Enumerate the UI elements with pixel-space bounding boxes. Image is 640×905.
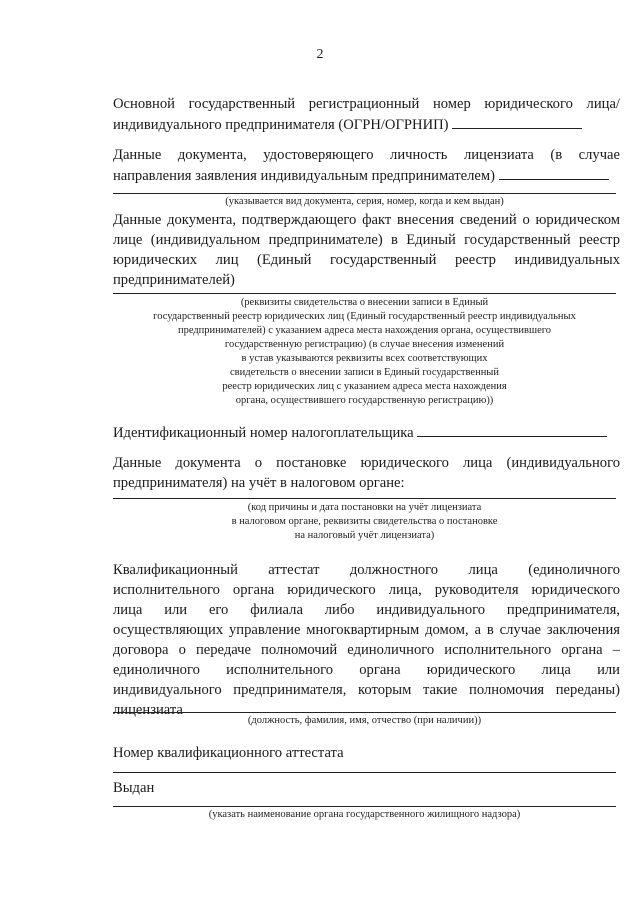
- qual-line-4: осуществляющих управление многоквартирным домом, а в случае заключения: [113, 622, 620, 638]
- cert-label: Номер квалификационного аттестата: [113, 745, 344, 761]
- issued-caption: (указать наименование органа государственного жилищного надзора): [208, 809, 521, 820]
- qual-line-2: исполнительного органа юридического лица, руководителя юридического: [113, 582, 620, 598]
- id-doc-caption: (указывается вид документа, серия, номер, когда и кем выдан): [225, 196, 504, 207]
- qual-line-6: единоличного исполнительного органа юридического лица или: [113, 662, 620, 678]
- issued-input-line[interactable]: [113, 806, 616, 807]
- tax-input-line[interactable]: [113, 498, 616, 499]
- id-doc-section: [113, 145, 620, 185]
- qual-line-7: индивидуального предпринимателя, которым такие полномочия переданы): [113, 682, 620, 698]
- qual-line-5: договора о передаче полномочий единоличного исполнительного органа –: [113, 642, 620, 658]
- tax-caption: (код причины и дата постановки на учёт лицензиата в налоговом органе, реквизиты свидетельства о постановке на налоговый учёт лицензиата): [231, 502, 498, 541]
- page-number: 2: [316, 47, 324, 62]
- ogrn-input-line[interactable]: [452, 114, 582, 129]
- egr-label-line4: предпринимателей): [113, 272, 235, 288]
- qual-section: [113, 560, 620, 720]
- tax-label-line1: Данные документа о постановке юридического лица (индивидуального: [113, 455, 620, 471]
- qual-line-3: лица или его филиала либо индивидуального предпринимателя,: [113, 602, 620, 618]
- qual-caption: (должность, фамилия, имя, отчество (при наличии)): [247, 715, 482, 726]
- ogrn-section: [113, 94, 620, 134]
- id-doc-input-line[interactable]: [113, 193, 616, 194]
- egr-caption: (реквизиты свидетельства о внесении записи в Единый государственный реестр юридических лиц (Единый государственный реестр индивидуальных предпринимателей) с указанием адреса места нахождения органа, осуществившего государственную регистрацию) (в случае внесения изменений в устав указываются реквизиты всех соответствующих свидетельств о внесении записи в Единый государственный реестр юридических лиц с указанием адреса места нахождения органа, осуществившего государственную регистрацию)): [153, 297, 576, 406]
- egr-label-line3: юридических лиц (Единый государственный реестр индивидуальных: [113, 252, 620, 268]
- cert-input-line[interactable]: [113, 772, 616, 773]
- egr-section: [113, 210, 620, 290]
- inn-section: [113, 422, 620, 442]
- issued-section: [113, 778, 620, 798]
- id-doc-label-line1: Данные документа, удостоверяющего личность лицензиата (в случае: [113, 147, 620, 163]
- qual-line-1: Квалификационный аттестат должностного лица (единоличного: [113, 562, 620, 578]
- tax-section: [113, 453, 620, 493]
- ogrn-label-line1: Основной государственный регистрационный номер юридического лица/: [113, 96, 620, 112]
- ogrn-label-line2: индивидуального предпринимателя (ОГРН/ОГРНИП): [113, 117, 449, 133]
- inn-input-line[interactable]: [417, 422, 607, 437]
- qual-input-line[interactable]: [113, 712, 616, 713]
- inn-label: Идентификационный номер налогоплательщика: [113, 425, 414, 441]
- id-doc-label-line2: направления заявления индивидуальным предпринимателем): [113, 168, 495, 184]
- qual-line-8: лицензиата: [113, 702, 183, 718]
- tax-label-line2: предпринимателя) на учёт в налоговом органе:: [113, 475, 405, 491]
- cert-section: [113, 743, 620, 763]
- egr-label-line1: Данные документа, подтверждающего факт внесения сведений о юридическом: [113, 212, 620, 228]
- id-doc-input-line-inline[interactable]: [499, 165, 609, 180]
- issued-label: Выдан: [113, 780, 155, 796]
- egr-label-line2: лице (индивидуальном предпринимателе) в Единый государственный реестр: [113, 232, 620, 248]
- egr-input-line[interactable]: [113, 293, 616, 294]
